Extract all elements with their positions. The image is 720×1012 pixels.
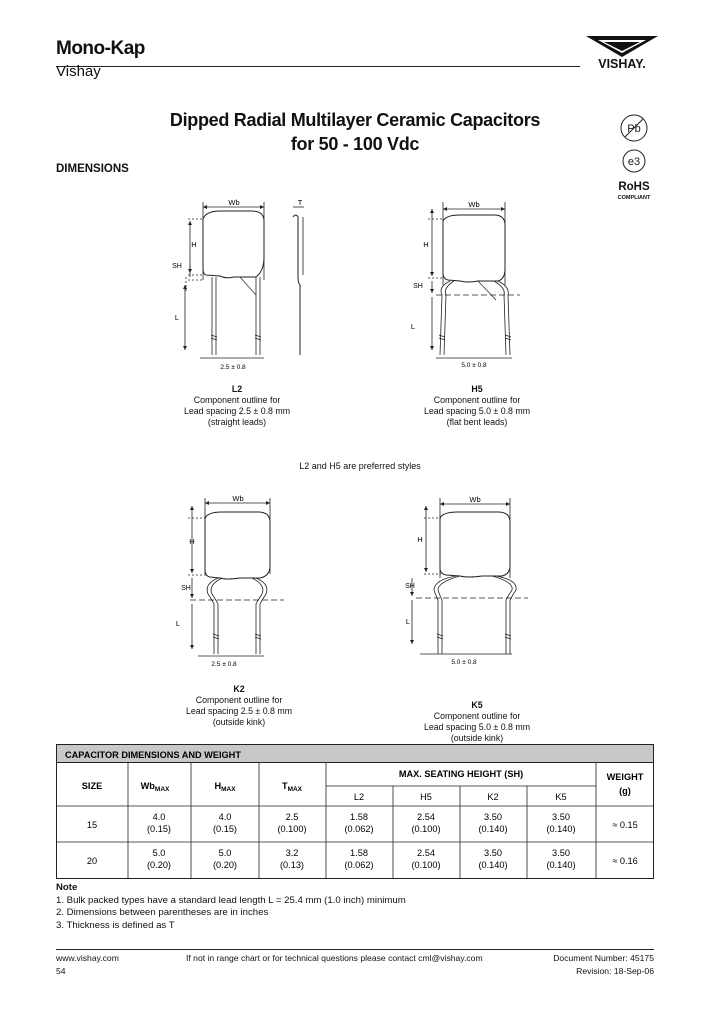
footer-revision: Revision: 18-Sep-06 — [576, 966, 654, 976]
svg-text:(0.13): (0.13) — [279, 860, 305, 870]
svg-text:L2: L2 — [353, 792, 365, 802]
svg-text:(0.15): (0.15) — [146, 824, 172, 834]
table-title: CAPACITOR DIMENSIONS AND WEIGHT — [65, 750, 241, 760]
col-weight-unit: (g) — [619, 786, 631, 796]
svg-text:L: L — [410, 322, 416, 331]
svg-text:20: 20 — [86, 856, 98, 866]
main-title-line1: Dipped Radial Multilayer Ceramic Capacitors — [169, 110, 541, 130]
svg-text:≈ 0.16: ≈ 0.16 — [612, 856, 638, 866]
svg-text:(0.140): (0.140) — [478, 824, 508, 834]
svg-text:H: H — [189, 537, 195, 546]
main-title — [0, 108, 710, 156]
note-item: 2. Dimensions between parentheses are in inches — [56, 907, 269, 919]
svg-text:Wb: Wb — [228, 198, 240, 207]
svg-text:(0.20): (0.20) — [146, 860, 172, 870]
svg-text:3.50: 3.50 — [552, 812, 570, 822]
svg-text:L: L — [174, 313, 180, 322]
svg-text:2.5 ± 0.8: 2.5 ± 0.8 — [220, 364, 246, 371]
svg-text:(0.100): (0.100) — [411, 824, 441, 834]
rohs-label: RoHS — [618, 181, 650, 193]
svg-text:T: T — [297, 198, 303, 207]
main-title-line2: for 50 - 100 Vdc — [290, 134, 420, 154]
pb-free-icon — [621, 115, 647, 141]
svg-text:H: H — [417, 535, 423, 544]
col-h-header: $H_{MAX}$ — [214, 781, 236, 793]
col-size-header: SIZE — [81, 781, 103, 791]
preferred-styles-note: L2 and H5 are preferred styles — [299, 461, 421, 471]
note-item: 1. Bulk packed types have a standard lead length L = 25.4 mm (1.0 inch) minimum — [56, 894, 406, 906]
document-title: Mono-Kap — [56, 38, 145, 59]
notes-heading: Note — [56, 882, 78, 893]
svg-text:(0.140): (0.140) — [546, 824, 576, 834]
figure-l2 — [160, 195, 320, 380]
header-rule — [56, 66, 580, 67]
svg-text:VISHAY.: VISHAY. — [598, 57, 646, 71]
svg-text:SH: SH — [172, 263, 182, 270]
svg-text:(0.062): (0.062) — [344, 860, 374, 870]
svg-text:2.54: 2.54 — [417, 848, 435, 858]
rohs-compliant-label: COMPLIANT — [617, 195, 651, 201]
caption-k5: K5 Component outline for Lead spacing 5.0 ± 0.8 mm (outside kink) — [423, 700, 531, 743]
caption-l2: L2 Component outline for Lead spacing 2.5 ± 0.8 mm (straight leads) — [183, 384, 291, 427]
svg-text:H: H — [191, 240, 197, 249]
col-sh-header: MAX. SEATING HEIGHT (SH) — [398, 769, 524, 779]
svg-text:(0.140): (0.140) — [478, 860, 508, 870]
svg-text:K5: K5 — [555, 792, 567, 802]
svg-text:4.0: 4.0 — [152, 812, 166, 822]
svg-text:15: 15 — [86, 820, 98, 830]
notes-block — [56, 882, 406, 932]
svg-text:2.54: 2.54 — [417, 812, 435, 822]
section-heading: DIMENSIONS — [56, 163, 129, 175]
svg-text:(0.20): (0.20) — [212, 860, 238, 870]
svg-text:Wb: Wb — [468, 200, 480, 209]
svg-text:e3: e3 — [627, 156, 641, 168]
footer-contact[interactable]: If not in range chart or for technical questions please contact cml@vishay.com — [186, 953, 483, 963]
svg-text:2.5 ± 0.8: 2.5 ± 0.8 — [211, 661, 237, 668]
figure-k5 — [398, 494, 548, 679]
svg-text:4.0: 4.0 — [218, 812, 232, 822]
svg-text:SH: SH — [413, 283, 423, 290]
svg-text:H5: H5 — [420, 792, 432, 802]
svg-text:(0.100): (0.100) — [411, 860, 441, 870]
svg-text:Pb: Pb — [627, 123, 641, 135]
note-item: 3. Thickness is defined as T — [56, 919, 175, 931]
figure-h5 — [400, 195, 550, 380]
svg-text:2.5: 2.5 — [285, 812, 299, 822]
svg-text:Wb: Wb — [232, 494, 244, 503]
col-t-header: $T_{MAX}$ — [281, 781, 303, 793]
svg-text:1.58: 1.58 — [350, 848, 368, 858]
svg-text:(0.100): (0.100) — [277, 824, 307, 834]
e3-icon — [623, 150, 645, 172]
svg-text:5.0 ± 0.8: 5.0 ± 0.8 — [451, 659, 477, 666]
svg-text:(0.062): (0.062) — [344, 824, 374, 834]
col-weight-header: WEIGHT — [606, 772, 644, 782]
vishay-logo — [584, 36, 660, 76]
dimensions-table — [56, 744, 654, 879]
svg-text:L: L — [405, 617, 411, 626]
svg-text:L: L — [175, 619, 181, 628]
figure-k2 — [160, 494, 310, 679]
svg-text:5.0: 5.0 — [152, 848, 166, 858]
svg-text:SH: SH — [405, 583, 415, 590]
compliance-badges — [606, 112, 666, 212]
svg-text:3.2: 3.2 — [285, 848, 299, 858]
svg-text:3.50: 3.50 — [552, 848, 570, 858]
svg-text:SH: SH — [181, 585, 191, 592]
col-wb-header: $Wb_{MAX}$ — [140, 781, 170, 793]
footer-rule — [56, 949, 654, 950]
caption-h5: H5 Component outline for Lead spacing 5.0 ± 0.8 mm (flat bent leads) — [423, 384, 531, 427]
footer-doc-number: Document Number: 45175 — [553, 953, 654, 963]
footer-page-number: 54 — [56, 966, 66, 976]
svg-text:5.0 ± 0.8: 5.0 ± 0.8 — [461, 362, 487, 369]
svg-text:(0.15): (0.15) — [212, 824, 238, 834]
caption-k2: K2 Component outline for Lead spacing 2.5 ± 0.8 mm (outside kink) — [185, 684, 293, 727]
svg-text:1.58: 1.58 — [350, 812, 368, 822]
svg-text:(0.140): (0.140) — [546, 860, 576, 870]
svg-text:3.50: 3.50 — [484, 848, 502, 858]
svg-text:5.0: 5.0 — [218, 848, 232, 858]
svg-text:K2: K2 — [487, 792, 499, 802]
svg-text:3.50: 3.50 — [484, 812, 502, 822]
svg-text:≈ 0.15: ≈ 0.15 — [612, 820, 638, 830]
footer-website-link[interactable]: www.vishay.com — [56, 953, 119, 963]
svg-text:H: H — [423, 240, 429, 249]
document-subtitle: Vishay — [56, 63, 101, 80]
svg-text:Wb: Wb — [469, 495, 481, 504]
